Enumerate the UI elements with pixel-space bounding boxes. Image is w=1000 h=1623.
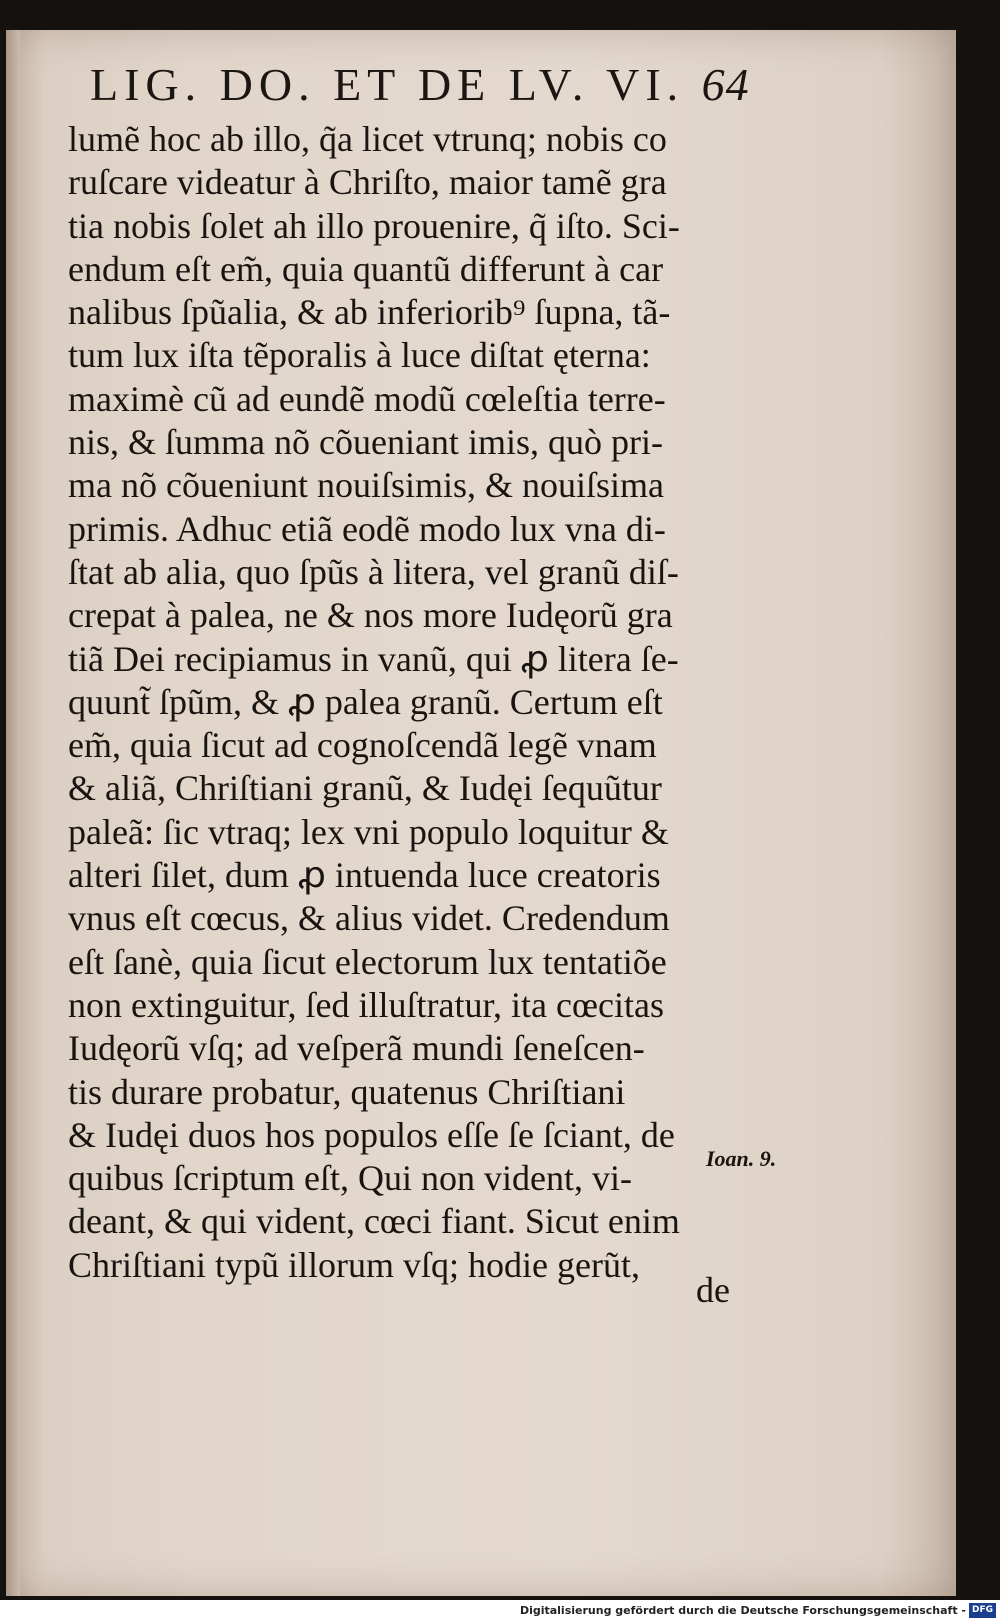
text-line: ruſcare videatur à Chriſto, maior tamẽ gra [68,162,667,203]
text-line: ſtat ab alia, quo ſpũs à litera, vel granũ diſ- [68,551,679,592]
text-line: alteri ſilet, dum ꝓ intuenda luce creatoris [68,855,661,896]
text-line: nalibus ſpũalia, & ab inferiorib⁹ ſupna, tã- [68,292,671,333]
text-line: paleã: ſic vtraq; lex vni populo loquitur & [68,811,669,852]
text-line: tia nobis ſolet ah illo prouenire, q̃ iſto. Sci- [68,205,680,246]
catchword: de [696,1270,730,1310]
text-line: tis durare probatur, quatenus Chriſtiani [68,1071,626,1112]
dfg-logo: DFG [969,1603,996,1618]
marginal-note: Ioan. 9. [706,1146,777,1171]
text-line: Chriſtiani typũ illorum vſq; hodie gerũt, [68,1244,640,1285]
funding-credit: Digitalisierung gefördert durch die Deutsche Forschungsgemeinschaft - [519,1604,966,1617]
text-line: nis, & ſumma nõ cõueniant imis, quò pri- [68,422,663,463]
folio-number: 64 [701,59,750,110]
text-line: quunt̃ ſpũm, & ꝓ palea granũ. Certum eſt [68,681,663,722]
text-line: & Iudęi duos hos populos eſſe ſe ſciant, de [68,1114,675,1155]
text-line: endum eſt em̃, quia quantũ differunt à car [68,248,664,289]
running-head [90,58,750,111]
text-line: Iudęorũ vſq; ad veſperã mundi ſeneſcen- [68,1028,645,1069]
text-line: quibus ſcriptum eſt, Qui non vident, vi- [68,1158,632,1199]
text-line: tum lux iſta tẽporalis à luce diſtat ęterna: [68,335,651,376]
text-line: em̃, quia ſicut ad cognoſcendã legẽ vnam [68,725,657,766]
body-text [68,118,748,1287]
text-line: maximè cũ ad eundẽ modũ cœleſtia terre- [68,378,666,419]
text-line: & aliã, Chriſtiani granũ, & Iudęi ſequũtur [68,768,662,809]
page-gutter-edge [6,30,20,1596]
text-line: primis. Adhuc etiã eodẽ modo lux vna di- [68,508,666,549]
running-head-title: LIG. DO. ET DE LV. VI. [90,59,685,110]
text-line: deant, & qui vident, cœci fiant. Sicut enim [68,1201,680,1242]
text-line: lumẽ hoc ab illo, q̃a licet vtrunq; nobis co [68,119,667,159]
text-line: ma nõ cõueniunt nouiſsimis, & nouiſsima [68,465,664,506]
digitization-footer [0,1600,1000,1623]
text-line: crepat à palea, ne & nos more Iudęorũ gra [68,595,673,636]
text-line: vnus eſt cœcus, & alius videt. Credendum [68,898,670,939]
text-line: eſt ſanè, quia ſicut electorum lux tentatiõe [68,941,667,982]
text-line: non extinguitur, ſed illuſtratur, ita cœcitas [68,984,664,1025]
text-line: tiã Dei recipiamus in vanũ, qui ꝓ litera ſe- [68,638,679,679]
